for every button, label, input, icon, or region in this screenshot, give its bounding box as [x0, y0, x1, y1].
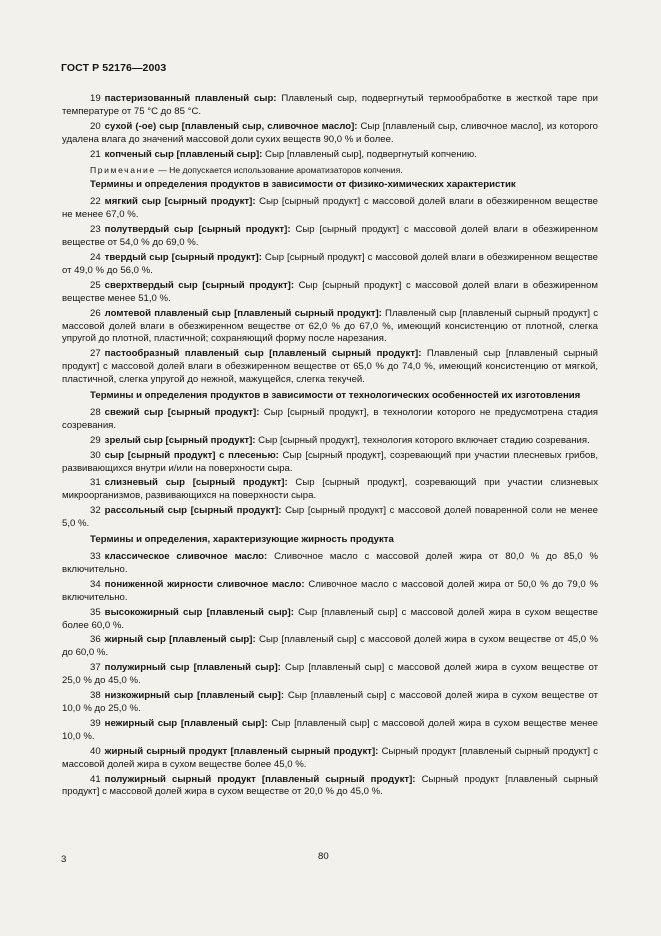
entry-definition: Сыр [сырный продукт] с массовой долей поваренной соли не менее 5,0 %. [62, 505, 598, 530]
entries-section-1 [62, 93, 598, 162]
entry-term: копченый сыр [плавленый сыр]: [104, 148, 263, 160]
entry-number: 34 [90, 578, 101, 590]
entry-term: сухой (-ое) сыр [плавленый сыр, сливочное масло]: [104, 120, 358, 132]
note [62, 164, 598, 177]
entry-definition: Сыр [плавленый сыр], подвергнутый копчению. [265, 148, 477, 160]
entry-term: полутвердый сыр [сырный продукт]: [104, 224, 291, 236]
note-text: — Не допускается использование ароматизаторов копчения. [158, 164, 403, 175]
entry-number: 35 [90, 606, 101, 618]
entries-section-2 [62, 196, 598, 387]
entry-term: классическое сливочное масло: [104, 551, 268, 562]
page-number: 80 [318, 851, 329, 862]
entry-number: 30 [90, 449, 101, 461]
definition-entry [62, 121, 598, 147]
entry-number: 29 [90, 434, 101, 446]
entry-term: ломтевой плавленый сыр [плавленый сырный продукт]: [104, 307, 382, 319]
definition-entry [62, 718, 598, 744]
entry-number: 20 [90, 120, 101, 132]
entry-term: мягкий сыр [сырный продукт]: [104, 196, 256, 208]
entry-term: нежирный сыр [плавленый сыр]: [104, 717, 268, 729]
entry-definition: Сливочное масло с массовой долей жира от 80,0 % до 85,0 % включительно. [62, 551, 598, 575]
entry-definition: Сыр [плавленый сыр] с массовой долей жира в сухом веществе от 45,0 % до 60,0 %. [62, 634, 598, 659]
entry-definition: Сливочное масло с массовой долей жира от 50,0 % до 79,0 % включительно. [62, 578, 599, 603]
entry-term: жирный сырный продукт [плавленый сырный продукт]: [104, 745, 379, 757]
entry-term: твердый сыр [сырный продукт]: [104, 251, 262, 263]
entry-number: 39 [90, 717, 101, 729]
definition-entry [62, 348, 598, 387]
entry-number: 38 [90, 690, 101, 702]
section-heading-technology: Термины и определения продуктов в зависимости от технологических особенностей их изготовления [90, 390, 581, 402]
entry-term: пониженной жирности сливочное масло: [104, 578, 305, 590]
entry-term: пастообразный плавленый сыр [плавленый сырный продукт]: [104, 348, 422, 360]
definition-entry [62, 634, 598, 660]
entry-definition: Плавленый сыр [плавленый сырный продукт] с массовой долей влаги в обезжиренном веществе от 65,0 % до 74,0 %, имеющий консистенцию от мягкой, пластичной, слегка упругой до нежной, мажущейся, слегка текучей. [62, 348, 599, 386]
entry-number: 24 [90, 251, 101, 263]
definition-entry [62, 505, 598, 531]
entry-number: 26 [90, 307, 101, 319]
entries-section-3 [62, 407, 598, 531]
entry-definition: Сырный продукт [плавленый сырный продукт] с массовой долей жира в сухом веществе от 20,0 % до 45,0 %. [62, 773, 598, 798]
entry-number: 19 [90, 93, 101, 104]
entry-number: 27 [90, 348, 101, 360]
section-heading-fat: Термины и определения, характеризующие жирность продукта [90, 534, 394, 546]
entry-definition: Сыр [плавленый сыр] с массовой долей жира в сухом веществе более 60,0 %. [62, 606, 598, 631]
entry-definition: Сыр [плавленый сыр] с массовой долей жира в сухом веществе от 25,0 % до 45,0 %. [62, 662, 599, 687]
definition-entry [62, 435, 598, 448]
entry-definition: Сырный продукт [плавленый сырный продукт] с массовой долей жира в сухом веществе более 45,0 %. [62, 745, 599, 770]
entry-definition: Сыр [плавленый сыр] с массовой долей жира в сухом веществе от 10,0 % до 25,0 %. [62, 690, 599, 714]
definition-entry [62, 224, 598, 250]
entry-definition: Сыр [сырный продукт], технология которого включает стадию созревания. [258, 434, 590, 446]
entry-number: 41 [90, 773, 101, 785]
definition-entry [62, 662, 598, 688]
entry-number: 40 [90, 745, 101, 757]
definition-entry [62, 746, 598, 772]
entry-term: слизневый сыр [сырный продукт]: [104, 477, 288, 489]
definition-entry [62, 196, 598, 222]
entry-definition: Сыр [сырный продукт] с массовой долей влаги в обезжиренном веществе не менее 67,0 %. [62, 196, 598, 221]
entry-number: 22 [90, 196, 101, 208]
entry-term: низкожирный сыр [плавленый сыр]: [104, 690, 285, 702]
definition-entry [62, 308, 598, 347]
entry-number: 36 [90, 634, 101, 646]
entry-term: сверхтвердый сыр [сырный продукт]: [104, 279, 295, 291]
definition-entry [62, 551, 598, 577]
entry-term: пастеризованный плавленый сыр: [104, 93, 277, 104]
entry-definition: Сыр [сырный продукт] с массовой долей влаги в обезжиренном веществе от 49,0 % до 56,0 %. [62, 251, 598, 276]
entry-definition: Сыр [плавленый сыр, сливочное масло], из которого удалена влага до значений массовой доли сухих веществ 90,0 % и более. [62, 120, 598, 145]
document-header: ГОСТ Р 52176—2003 [61, 62, 167, 74]
entry-term: сыр [сырный продукт] с плесенью: [104, 449, 279, 461]
entry-number: 32 [90, 505, 101, 517]
definition-entry [62, 407, 598, 433]
entry-number: 37 [90, 662, 101, 674]
entry-number: 28 [90, 406, 101, 418]
entry-number: 23 [90, 224, 101, 236]
entry-definition: Сыр [плавленый сыр] с массовой долей жира в сухом веществе менее 10,0 %. [62, 717, 599, 742]
definition-entry [62, 252, 598, 278]
definition-entry [62, 774, 598, 800]
definition-entry [62, 690, 598, 716]
entries-section-4 [62, 551, 598, 799]
definition-entry [62, 93, 598, 119]
entry-term: полужирный сырный продукт [плавленый сырный продукт]: [104, 773, 416, 785]
entry-definition: Плавленый сыр [плавленый сырный продукт] с массовой долей влаги в обезжиренном веществе от 62,0 % до 67,0 %, имеющий консистенцию от плотной, слегка упругой до плотной, пластичной; сохраняющий форму после нарезания. [62, 307, 598, 345]
section-heading-physchem: Термины и определения продуктов в зависимости от физико-химических характеристик [90, 179, 516, 191]
entry-definition: Сыр [сырный продукт], созревающий при участии плесневых грибов, развивающихся внутри и/или на поверхности сыра. [62, 449, 598, 474]
definition-entry [62, 450, 598, 476]
entry-number: 21 [90, 148, 101, 160]
definition-entry [62, 149, 598, 162]
note-label: Примечание [90, 164, 156, 175]
footer-left-number: 3 [61, 854, 67, 865]
entry-term: полужирный сыр [плавленый сыр]: [104, 662, 281, 674]
entry-number: 31 [90, 477, 101, 489]
definition-entry [62, 477, 598, 503]
entry-term: свежий сыр [сырный продукт]: [104, 406, 260, 418]
document-body [62, 93, 598, 801]
entry-definition: Сыр [сырный продукт], в технологии которого не предусмотрена стадия созревания. [62, 406, 598, 431]
entry-term: зрелый сыр [сырный продукт]: [104, 434, 256, 446]
definition-entry [62, 280, 598, 306]
entry-definition: Плавленый сыр, подвергнутый термообработке в жесткой таре при температуре от 75 °С до 85 °С. [62, 93, 598, 117]
entry-definition: Сыр [сырный продукт] с массовой долей влаги в обезжиренном веществе менее 51,0 %. [62, 279, 599, 304]
entry-term: рассольный сыр [сырный продукт]: [104, 505, 282, 517]
definition-entry [62, 607, 598, 633]
entry-term: высокожирный сыр [плавленый сыр]: [104, 606, 294, 618]
entry-number: 33 [90, 551, 101, 562]
entry-definition: Сыр [сырный продукт], созревающий при участии слизневых микроорганизмов, развивающихся на поверхности сыра. [62, 477, 599, 502]
entry-term: жирный сыр [плавленый сыр]: [104, 634, 256, 646]
entry-definition: Сыр [сырный продукт] с массовой долей влаги в обезжиренном веществе от 54,0 % до 69,0 %. [62, 224, 599, 249]
entry-number: 25 [90, 279, 101, 291]
definition-entry [62, 579, 598, 605]
